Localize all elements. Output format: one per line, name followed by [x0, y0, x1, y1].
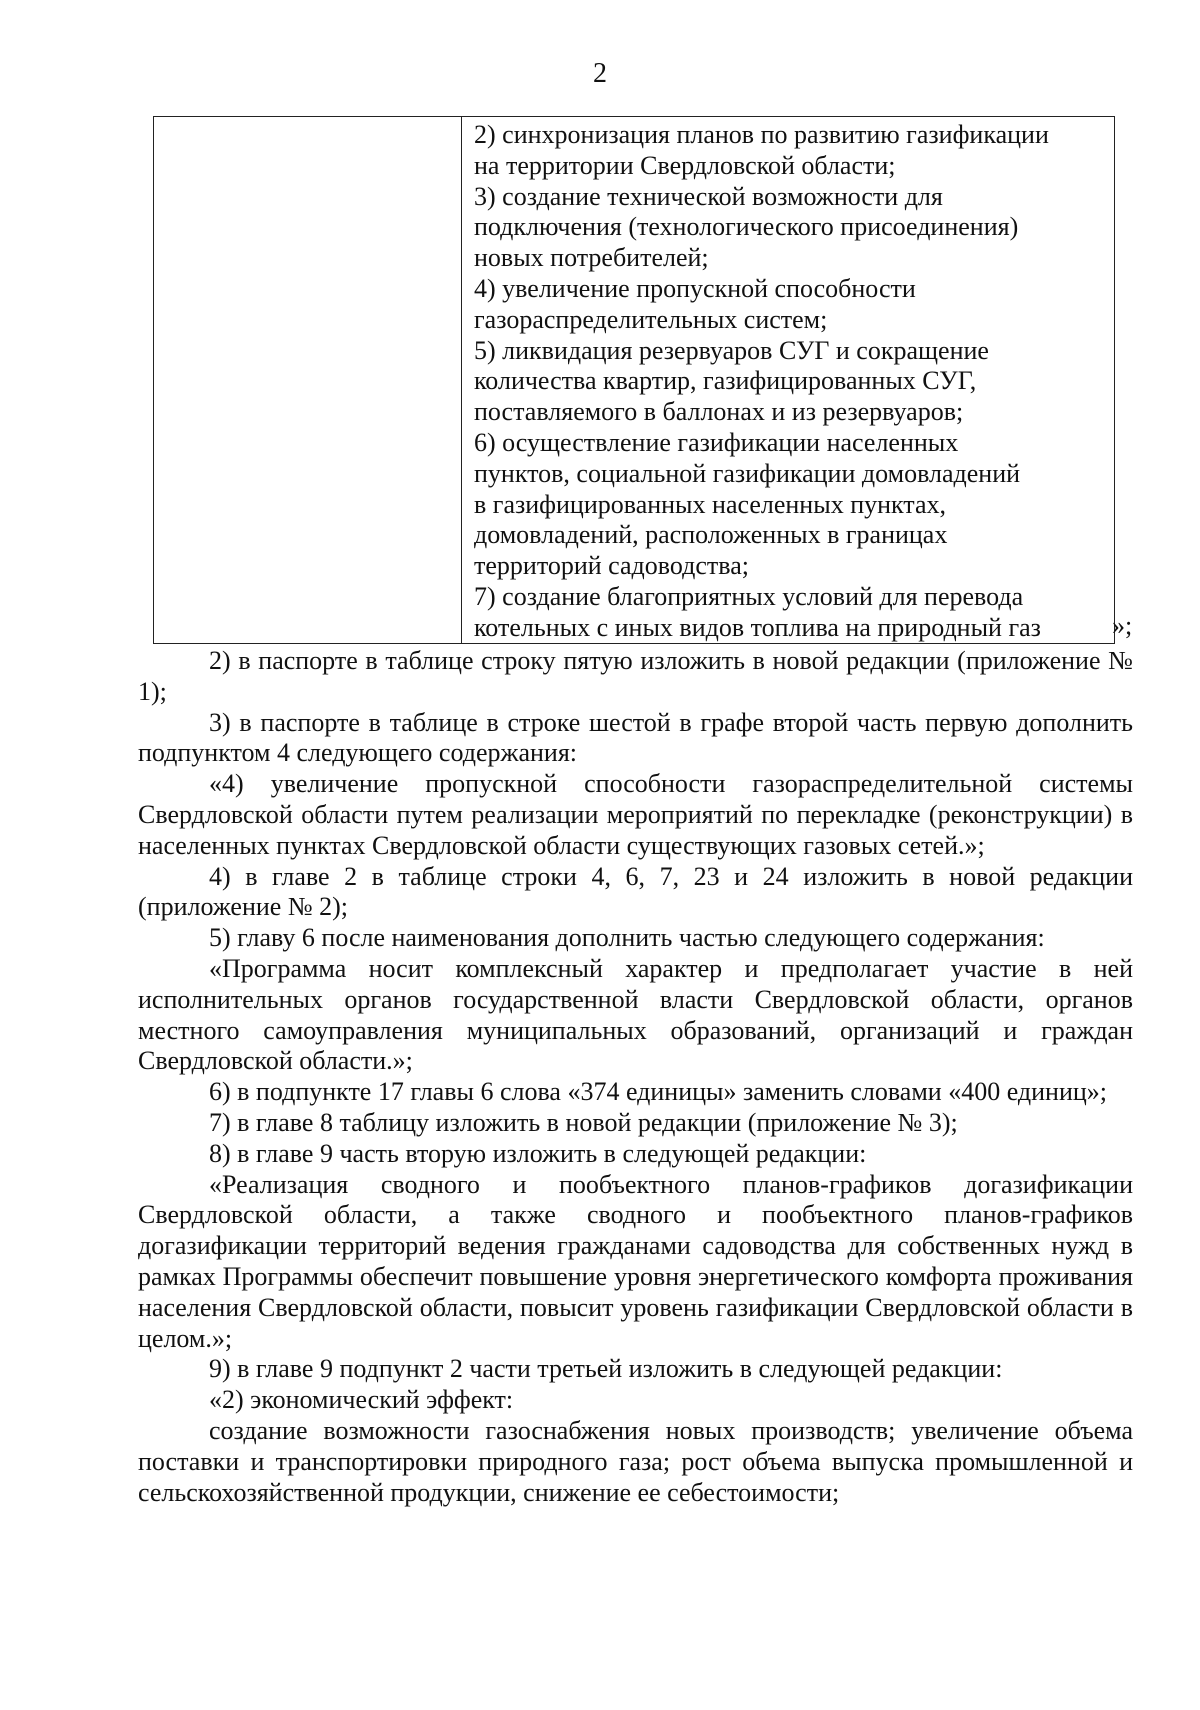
table-cell-line: территорий садоводства; — [474, 551, 749, 581]
paragraph: 7) в главе 8 таблицу изложить в новой редакции (приложение № 3); — [209, 1107, 958, 1137]
table-cell-line: на территории Свердловской области; — [474, 150, 896, 180]
paragraph: 5) главу 6 после наименования дополнить частью следующего содержания: — [209, 923, 1045, 953]
paragraph: 4) в главе 2 в таблице строки 4, 6, 7, 23 и 24 изложить в новой редакции (приложение № 2); — [138, 861, 1133, 922]
table-cell-line: котельных с иных видов топлива на природный газ — [474, 612, 1041, 642]
table-cell-line: количества квартир, газифицированных СУГ, — [474, 366, 977, 396]
table-cell-line: 7) создание благоприятных условий для перевода — [474, 581, 1024, 611]
table-cell-line: новых потребителей; — [474, 243, 709, 273]
page-number: 2 — [593, 58, 607, 89]
table-right-cell — [462, 117, 1114, 643]
paragraph: 8) в главе 9 часть вторую изложить в следующей редакции: — [209, 1138, 867, 1168]
paragraph: 3) в паспорте в таблице в строке шестой в графе второй часть первую дополнить подпунктом 4 следующего содержания: — [138, 707, 1133, 768]
paragraph: «Реализация сводного и пообъектного планов-графиков догазификации Свердловской области, а также сводного и пообъектного планов-графиков догазификации территорий ведения гражданами садоводства для собственных нужд в рамках Программы обеспечит повышение уровня энергетического комфорта проживания населения Свердловской области, повысит уровень газификации Свердловской области в целом.»; — [138, 1169, 1133, 1353]
table-cell-line: домовладений, расположенных в границах — [474, 520, 948, 550]
table-cell-line: газораспределительных систем; — [474, 304, 828, 334]
table-cell-line: в газифицированных населенных пунктах, — [474, 489, 947, 519]
table-cell-line: 3) создание технической возможности для — [474, 181, 943, 211]
table-cell-line: пунктов, социальной газификации домовладений — [474, 458, 1021, 488]
table-cell-line: 6) осуществление газификации населенных — [474, 427, 959, 457]
table-cell-line: 2) синхронизация планов по развитию газификации — [474, 120, 1049, 149]
paragraph: «2) экономический эффект: — [209, 1385, 514, 1415]
table-cell-line: 5) ликвидация резервуаров СУГ и сокращение — [474, 335, 989, 365]
paragraph: 2) в паспорте в таблице строку пятую изложить в новой редакции (приложение № 1); — [138, 646, 1133, 706]
document-body — [138, 646, 1133, 1508]
table-closing-quote: »; — [1112, 611, 1133, 640]
table-cell-line: 4) увеличение пропускной способности — [474, 273, 916, 303]
passport-table-fragment — [153, 116, 1115, 644]
paragraph: 6) в подпункте 17 главы 6 слова «374 единицы» заменить словами «400 единиц»; — [209, 1077, 1108, 1107]
paragraph: «Программа носит комплексный характер и предполагает участие в ней исполнительных органов государственной власти Свердловской области, органов местного самоуправления муниципальных образований, организаций и граждан Свердловской области.»; — [138, 953, 1133, 1076]
table-cell-line: подключения (технологического присоединения) — [474, 212, 1019, 242]
paragraph: создание возможности газоснабжения новых производств; увеличение объема поставки и транспортировки природного газа; рост объема выпуска промышленной и сельскохозяйственной продукции, снижение ее себестоимости; — [138, 1415, 1133, 1507]
table-cell-line: поставляемого в баллонах и из резервуаров; — [474, 397, 964, 427]
table-left-cell — [154, 117, 462, 643]
paragraph: 9) в главе 9 подпункт 2 части третьей изложить в следующей редакции: — [209, 1354, 1003, 1384]
paragraph: «4) увеличение пропускной способности газораспределительной системы Свердловской области путем реализации мероприятий по перекладке (реконструкции) в населенных пунктах Свердловской области существующих газовых сетей.»; — [138, 769, 1133, 860]
